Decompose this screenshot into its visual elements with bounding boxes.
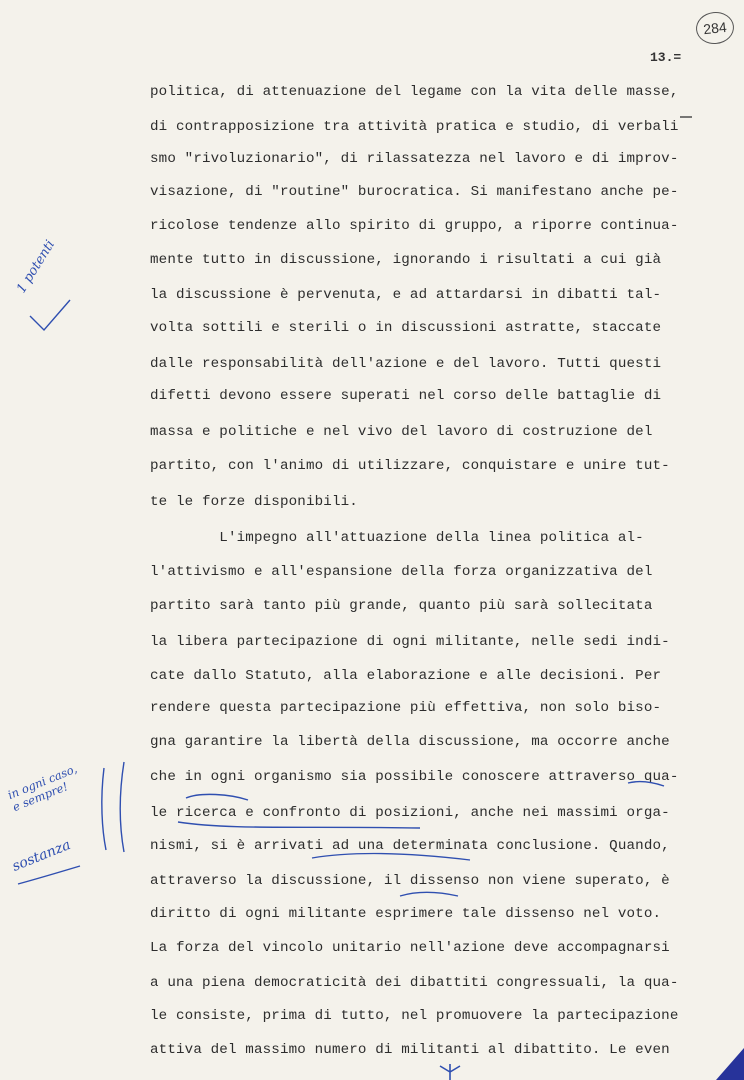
margin-bracket-1 xyxy=(102,768,106,850)
text-line: rendere questa partecipazione più effettiva, non solo biso- xyxy=(150,700,662,716)
text-line: attiva del massimo numero di militanti al dibattito. Le even xyxy=(150,1042,670,1058)
text-line: le ricerca e confronto di posizioni, anche nei massimi orga- xyxy=(150,805,670,821)
margin-note-potenti: 1 potenti xyxy=(14,237,59,296)
text-line: dalle responsabilità dell'azione e del lavoro. Tutti questi xyxy=(150,356,662,372)
text-line: politica, di attenuazione del legame con la vita delle masse, xyxy=(150,84,679,100)
corner-tab xyxy=(716,1048,744,1080)
bottom-ink-mark xyxy=(440,1064,460,1080)
text-line: difetti devono essere superati nel corso delle battaglie di xyxy=(150,388,662,404)
text-line: la discussione è pervenuta, e ad attardarsi in dibatti tal- xyxy=(150,287,662,303)
text-line: la libera partecipazione di ogni militante, nelle sedi indi- xyxy=(150,634,670,650)
text-line: a una piena democraticità dei dibattiti congressuali, la qua- xyxy=(150,975,679,991)
page-number: 13.= xyxy=(650,50,682,65)
underline-dissenso xyxy=(400,892,458,896)
text-line: nismi, si è arrivati ad una determinata conclusione. Quando, xyxy=(150,838,670,854)
text-line: smo "rivoluzionario", di rilassatezza nel lavoro e di improv- xyxy=(150,151,679,167)
margin-check-potenti xyxy=(30,300,70,330)
text-line: mente tutto in discussione, ignorando i risultati a cui già xyxy=(150,252,662,268)
text-line: volta sottili e sterili o in discussioni astratte, staccate xyxy=(150,320,662,336)
text-line: gna garantire la libertà della discussione, ma occorre anche xyxy=(150,734,670,750)
underline-determinata xyxy=(312,854,470,860)
text-line: diritto di ogni militante esprimere tale dissenso nel voto. xyxy=(150,906,662,922)
text-line: cate dallo Statuto, alla elaborazione e alle decisioni. Per xyxy=(150,668,662,684)
text-line: le consiste, prima di tutto, nel promuovere la partecipazione xyxy=(150,1008,679,1024)
archive-stamp-number: 284 xyxy=(694,10,735,46)
text-line: L'impegno all'attuazione della linea politica al- xyxy=(150,530,644,546)
text-line: attraverso la discussione, il dissenso non viene superato, è xyxy=(150,873,670,889)
text-line: partito sarà tanto più grande, quanto più sarà sollecitata xyxy=(150,598,653,614)
margin-note-in-ogni-caso: in ogni caso, e sempre! xyxy=(5,761,80,815)
margin-bracket-2 xyxy=(120,762,124,852)
text-line: che in ogni organismo sia possibile conoscere attraverso qua- xyxy=(150,769,679,785)
margin-note-sostanza: sostanza xyxy=(10,836,74,875)
text-line: ricolose tendenze allo spirito di gruppo, a riporre continua- xyxy=(150,218,679,234)
text-line: te le forze disponibili. xyxy=(150,494,358,510)
text-line: di contrapposizione tra attività pratica e studio, di verbali xyxy=(150,119,679,135)
text-line: visazione, di "routine" burocratica. Si manifestano anche pe- xyxy=(150,184,679,200)
text-line: La forza del vincolo unitario nell'azione deve accompagnarsi xyxy=(150,940,670,956)
text-line: massa e politiche e nel vivo del lavoro di costruzione del xyxy=(150,424,653,440)
underline-confronto-posizioni xyxy=(178,822,420,828)
text-line: partito, con l'animo di utilizzare, conquistare e unire tut- xyxy=(150,458,670,474)
underline-ricerca xyxy=(186,794,248,800)
text-line: l'attivismo e all'espansione della forza organizzativa del xyxy=(150,564,653,580)
